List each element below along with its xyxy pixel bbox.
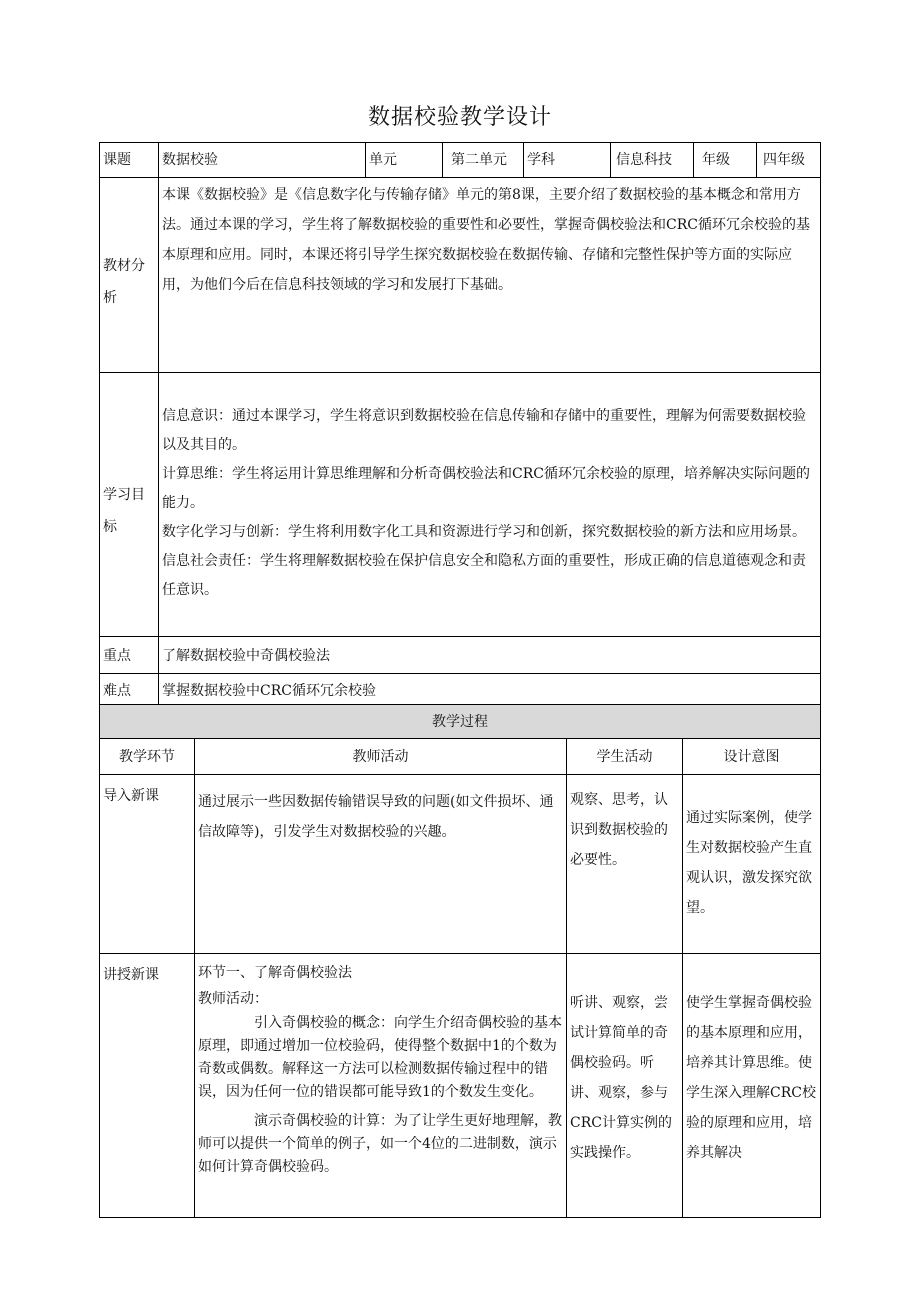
difficult-point-text: 掌握数据校验中CRC循环冗余校验 — [158, 673, 821, 705]
learning-goals-content — [158, 372, 821, 637]
process-title: 教学过程 — [99, 704, 821, 739]
process-header-student: 学生活动 — [566, 738, 683, 775]
lecture-teacher-sub: 教师活动： — [198, 991, 268, 1007]
lecture-intent: 使学生掌握奇偶校验的基本原理和应用，培养其计算思维。使学生深入理解CRC校验的原理和应用，培养其解决 — [682, 953, 821, 1218]
lecture-student: 听讲、观察，尝试计算简单的奇偶校验码。听讲、观察，参与CRC计算实例的实践操作。 — [566, 953, 683, 1218]
goal-social-responsibility: 信息社会责任：学生将理解数据校验在保护信息安全和隐私方面的重要性，形成正确的信息道德观念和责任意识。 — [162, 553, 806, 598]
course-value: 数据校验 — [158, 142, 366, 178]
process-header-stage: 教学环节 — [99, 738, 195, 775]
key-point-label: 重点 — [99, 636, 159, 674]
lecture-teacher-heading: 环节一、了解奇偶校验法 — [198, 965, 352, 981]
intro-stage: 导入新课 — [99, 774, 195, 954]
process-header-teacher: 教师活动 — [194, 738, 567, 775]
grade-label: 年级 — [693, 142, 757, 178]
difficult-point-label: 难点 — [99, 673, 159, 705]
subject-value: 信息科技 — [610, 142, 694, 178]
lecture-teacher-paragraph-1: 引入奇偶校验的概念：向学生介绍奇偶校验的基本原理，即通过增加一位校验码，使得整个数据中1的个数为奇数或偶数。解释这一方法可以检测数据传输过程中的错误，因为任何一位的错误都可能导致1的个数发生变化。 — [198, 1015, 562, 1100]
grade-value: 四年级 — [756, 142, 821, 178]
lecture-teacher — [194, 953, 567, 1218]
intro-student: 观察、思考，认识到数据校验的必要性。 — [566, 774, 683, 954]
lecture-stage: 讲授新课 — [99, 953, 195, 1218]
unit-label: 单元 — [365, 142, 443, 178]
key-point-text: 了解数据校验中奇偶校验法 — [158, 636, 821, 674]
learning-goals-label: 学习目标 — [99, 372, 159, 637]
goal-digital-learning: 数字化学习与创新：学生将利用数字化工具和资源进行学习和创新，探究数据校验的新方法和应用场景。 — [162, 524, 806, 540]
page-title: 数据校验教学设计 — [367, 105, 552, 130]
process-header-intent: 设计意图 — [682, 738, 821, 775]
material-analysis-label: 教材分析 — [99, 177, 159, 373]
unit-value: 第二单元 — [442, 142, 524, 178]
goal-computational-thinking: 计算思维：学生将运用计算思维理解和分析奇偶校验法和CRC循环冗余校验的原理，培养解决实际问题的能力。 — [162, 466, 810, 511]
course-label: 课题 — [99, 142, 159, 178]
goal-information-awareness: 信息意识：通过本课学习，学生将意识到数据校验在信息传输和存储中的重要性，理解为何需要数据校验以及其目的。 — [162, 408, 806, 453]
intro-intent: 通过实际案例，使学生对数据校验产生直观认识，激发探究欲望。 — [682, 774, 821, 954]
subject-label: 学科 — [523, 142, 611, 178]
lecture-teacher-paragraph-2: 演示奇偶校验的计算：为了让学生更好地理解，教师可以提供一个简单的例子，如一个4位的二进制数，演示如何计算奇偶校验码。 — [198, 1113, 562, 1175]
intro-teacher: 通过展示一些因数据传输错误导致的问题(如文件损坏、通信故障等)，引发学生对数据校验的兴趣。 — [194, 774, 567, 954]
material-analysis-text: 本课《数据校验》是《信息数字化与传输存储》单元的第8课，主要介绍了数据校验的基本概念和常用方法。通过本课的学习，学生将了解数据校验的重要性和必要性，掌握奇偶校验法和CRC循环冗余校验的基本原理和应用。同时，本课还将引导学生探究数据校验在数据传输、存储和完整性保护等方面的实际应用，为他们今后在信息科技领域的学习和发展打下基础。 — [158, 177, 821, 373]
